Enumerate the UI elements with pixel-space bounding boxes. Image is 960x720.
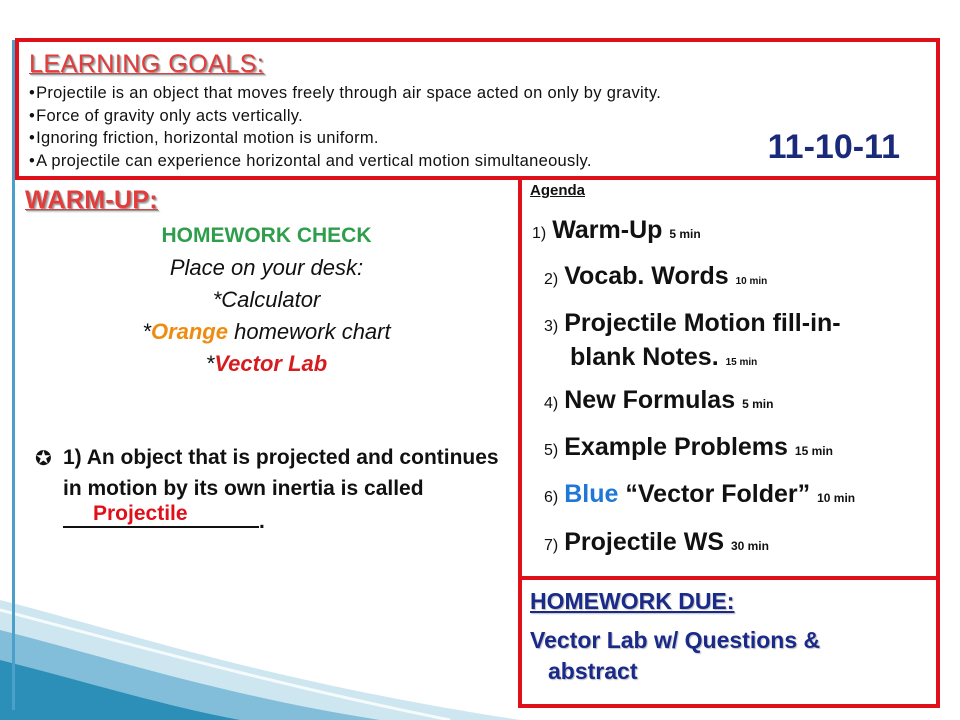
homework-check-block [15,220,518,380]
warmup-section [15,180,518,710]
homework-due-line1: Vector Lab w/ Questions & [530,627,821,653]
warmup-title: WARM-UP: [25,186,158,214]
goal-item: • A projectile can experience horizontal and vertical motion simultaneously. [29,150,661,173]
star-bullet-icon: ✪ [35,448,52,470]
agenda-item: 6) Blue “Vector Folder” 10 min [544,480,856,508]
agenda-item: 2) Vocab. Words 10 min [544,262,768,290]
question-text: 1) An object that is projected and continues in motion by its own inertia is called [63,446,499,500]
homework-due-line2: abstract [548,658,638,684]
calculator-item: *Calculator [212,287,321,312]
goal-item: • Force of gravity only acts vertically. [29,105,661,128]
learning-goals-list [29,82,661,172]
learning-goals-box [15,38,940,180]
homework-chart-item: *Orange homework chart [142,319,391,344]
agenda-item: 1) Warm-Up 5 min [532,216,701,244]
homework-check-heading: HOMEWORK CHECK [161,224,372,247]
learning-goals-title: LEARNING GOALS: [29,50,265,78]
agenda-item: 3) Projectile Motion fill-in- blank Notes. 15 min [544,309,841,371]
date-label: 11-10-11 [767,128,900,166]
orange-word: Orange [150,319,228,344]
homework-due-title: HOMEWORK DUE: [530,588,735,614]
warmup-question: ✪ 1) An object that is projected and continues in motion by its own inertia is called Projectile . [35,446,499,533]
goal-item: • Ignoring friction, horizontal motion is uniform. [29,127,661,150]
vector-lab-item: *Vector Lab [205,351,328,376]
agenda-title: Agenda [530,182,586,199]
blue-word: Blue [564,480,619,508]
agenda-box [518,176,940,580]
answer-blank [63,504,259,528]
agenda-item: 7) Projectile WS 30 min [544,528,769,556]
goal-item: • Projectile is an object that moves freely through air space acted on only by gravity. [29,82,661,105]
homework-due-box [518,576,940,708]
agenda-item: 5) Example Problems 15 min [544,433,833,461]
agenda-item: 4) New Formulas 5 min [544,386,774,414]
place-on-desk-line: Place on your desk: [169,255,364,280]
vector-lab-word: Vector Lab [214,351,328,376]
answer-text: Projectile [93,502,188,525]
